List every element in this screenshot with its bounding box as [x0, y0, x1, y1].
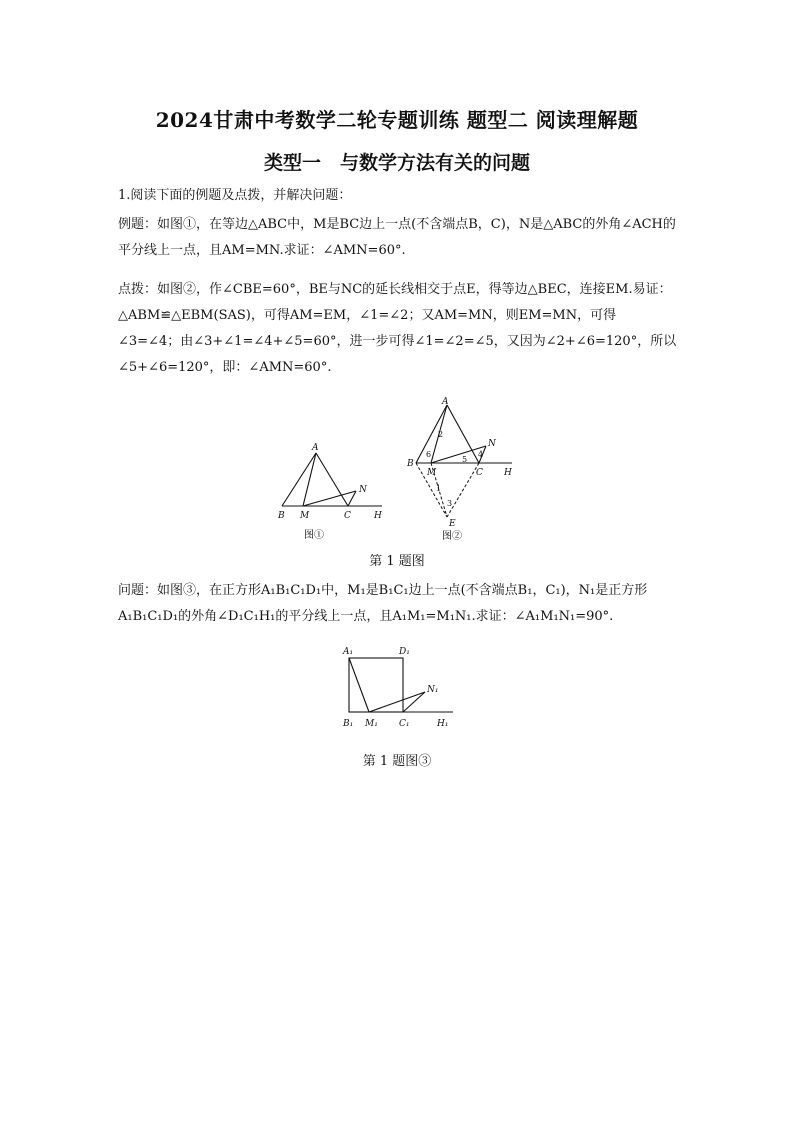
fig3-segment-cn — [403, 692, 425, 712]
fig1-label-b: B — [278, 511, 285, 521]
fig2-label-a: A — [442, 397, 449, 407]
figure-2 — [400, 395, 525, 545]
figure-3 — [335, 640, 460, 740]
fig2-label-n: N — [488, 439, 496, 449]
fig3-label-b1: B₁ — [343, 719, 354, 729]
fig1-label-c: C — [344, 511, 351, 521]
fig3-square — [349, 658, 403, 712]
fig3-label-m1: M₁ — [365, 719, 378, 729]
fig1-label-h: H — [374, 511, 382, 521]
fig1-segment-am — [303, 453, 316, 506]
fig2-label-m: M — [427, 468, 437, 478]
problem-text: 问题：如图③，在正方形A₁B₁C₁D₁中，M₁是B₁C₁边上一点(不含端点B₁，C₁)，N₁是正方形A₁B₁C₁D₁的外角∠D₁C₁H₁的平分线上一点，且A₁M₁=M₁N₁.求证：∠A₁M₁N₁=90°. — [118, 583, 648, 624]
fig1-segment-mn — [303, 491, 356, 506]
example-text: 例题：如图①，在等边△ABC中，M是BC边上一点(不含端点B，C)，N是△ABC的外角∠ACH的平分线上一点，且AM=MN.求证：∠AMN=60°. — [118, 217, 676, 258]
hint-text: 点拨：如图②，作∠CBE=60°，BE与NC的延长线相交于点E，得等边△BEC，连接EM.易证：△ABM≌△EBM(SAS)，可得AM=EM，∠1=∠2；又AM=MN，则EM=MN，可得∠3=∠4；由∠3+∠1=∠4+∠5=60°，进一步可得∠1=∠2=∠5，又因为∠2+∠6=120°，所以∠5+∠6=120°，即：∠AMN=60°. — [118, 282, 677, 375]
fig3-label-h1: H₁ — [437, 719, 449, 729]
fig2-label-h: H — [504, 468, 512, 478]
fig2-angle-4: 4 — [478, 450, 484, 459]
fig3-label-d1: D₁ — [399, 647, 410, 657]
section-subtitle: 类型一 与数学方法有关的问题 — [263, 152, 530, 174]
fig2-angle-5: 5 — [462, 455, 468, 464]
figure-caption-3: 第 1 题图③ — [362, 754, 432, 769]
fig2-caption: 图② — [442, 531, 462, 542]
fig2-dashed-ce — [447, 463, 479, 517]
figure-1 — [270, 438, 390, 542]
fig3-segment-mn — [369, 692, 425, 712]
fig3-segment-am — [349, 658, 369, 712]
fig3-label-c1: C₁ — [399, 719, 410, 729]
fig3-label-n1: N₁ — [427, 685, 439, 695]
question-intro: 1.阅读下面的例题及点拨，并解决问题： — [118, 188, 352, 203]
fig1-caption: 图① — [304, 530, 324, 541]
fig2-label-e: E — [449, 519, 456, 529]
fig1-label-a: A — [312, 443, 319, 453]
fig1-label-m: M — [300, 511, 310, 521]
figure-caption-1: 第 1 题图 — [369, 554, 425, 569]
fig2-angle-3: 3 — [447, 499, 453, 508]
fig1-side-ab — [282, 453, 316, 506]
fig1-label-n: N — [359, 485, 367, 495]
fig2-angle-2: 2 — [438, 430, 444, 439]
page-title: 2024甘肃中考数学二轮专题训练 题型二 阅读理解题 — [155, 108, 639, 132]
fig2-angle-6: 6 — [426, 450, 432, 459]
fig2-label-c: C — [476, 468, 483, 478]
fig2-angle-1: 1 — [436, 484, 442, 493]
fig2-label-b: B — [407, 459, 414, 469]
fig3-label-a1: A₁ — [343, 647, 354, 657]
